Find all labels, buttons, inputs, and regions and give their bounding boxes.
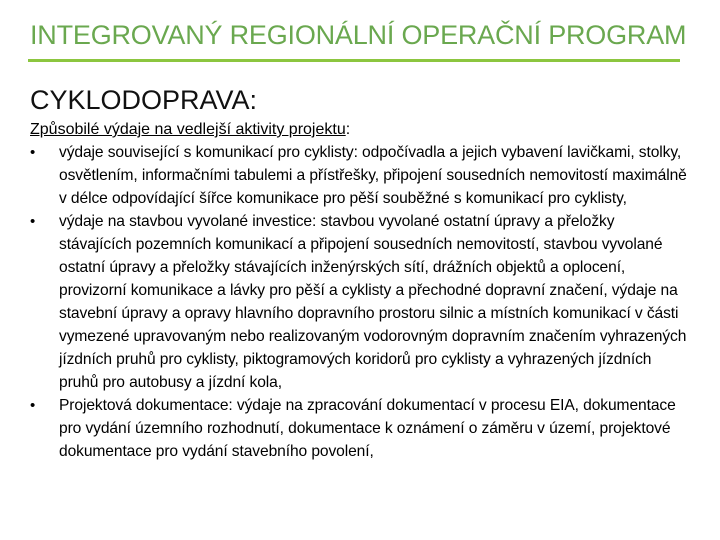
bullet-icon: • [30,213,36,230]
list-item [30,141,690,210]
bullet-icon: • [30,397,36,414]
list-item-text: Projektová dokumentace: výdaje na zpracování dokumentací v procesu EIA, dokumentace pro vydání územního rozhodnutí, dokumentace k oznámení o záměru v území, projektové dokumentace pro vydání stavebního povolení, [59,397,676,460]
list-item-text: výdaje související s komunikací pro cyklisty: odpočívadla a jejich vybavení lavičkami, stolky, osvětlením, informačními tabulemi a přístřešky, připojení sousedních nemovitostí maximálně v délce odpovídající šířce komunikace pro pěší souběžné s komunikací pro cyklisty, [59,144,687,207]
bullet-icon: • [30,144,36,161]
section-title: CYKLODOPRAVA: [30,85,258,115]
eligible-expenses-heading-text: Způsobilé výdaje na vedlejší aktivity projektu [30,121,346,138]
program-title: INTEGROVANÝ REGIONÁLNÍ OPERAČNÍ PROGRAM [30,20,687,50]
title-divider [28,59,680,62]
heading-colon: : [345,121,351,138]
list-item [30,210,690,394]
expense-list [30,141,690,463]
list-item [30,394,690,463]
eligible-expenses-heading [30,120,350,140]
list-item-text: výdaje na stavbou vyvolané investice: stavbou vyvolané ostatní úpravy a přeložky stávajících pozemních komunikací a připojení sousedních nemovitostí, stavbou vyvolané ostatní úpravy a přeložky stávajících inženýrských sítí, drážních objektů a oplocení, provizorní komunikace a lávky pro pěší a cyklisty a přechodné dopravní značení, výdaje na stavební úpravy a opravy hlavního dopravního prostoru silnic a místních komunikací v části vymezené upravovaným nebo realizovaným vodorovným dopravním značením vyhrazených jízdních pruhů pro cyklisty, piktogramových koridorů pro cyklisty a vyhrazených jízdních pruhů pro autobusy a jízdní kola, [59,213,687,391]
